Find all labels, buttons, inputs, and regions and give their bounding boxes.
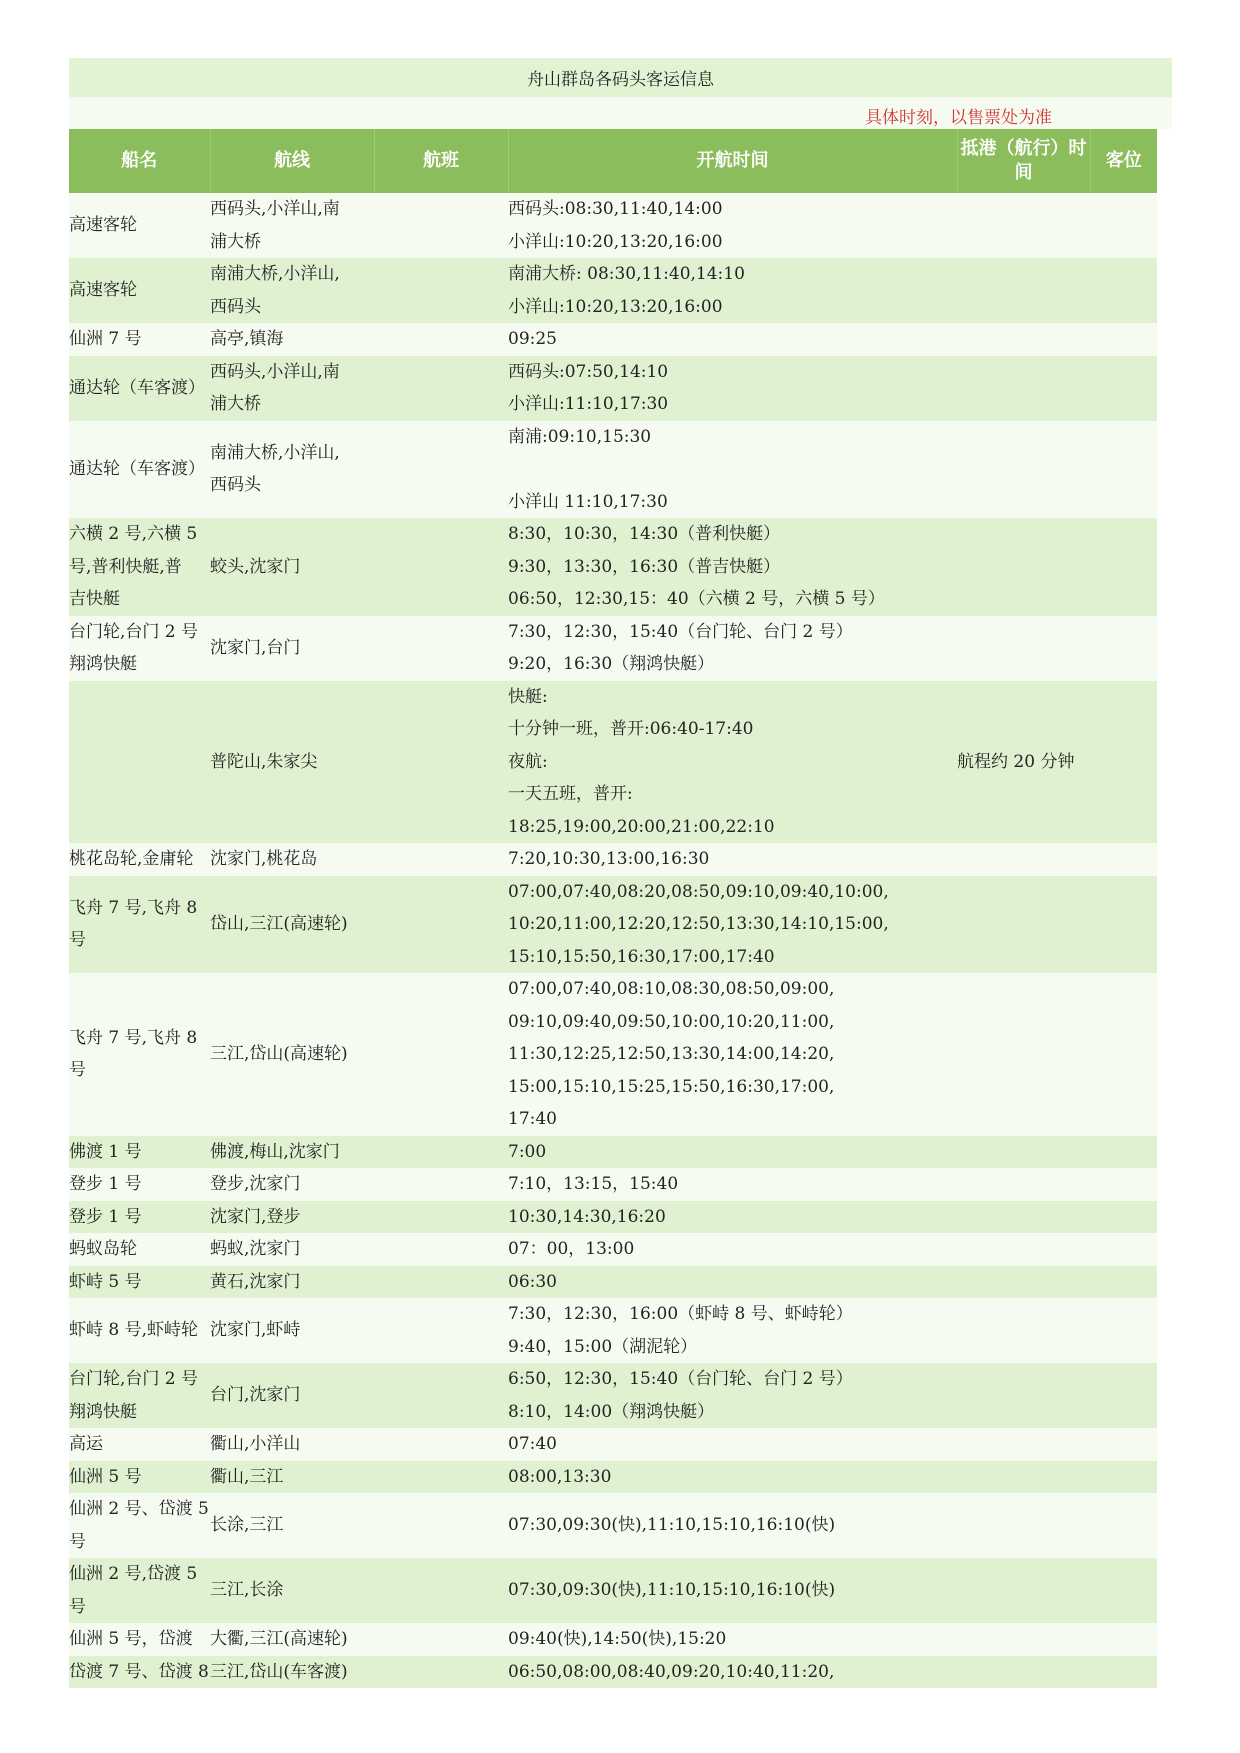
departure-time-line: 09:40(快),14:50(快),15:20	[508, 1629, 727, 1649]
route-line: 台门,沈家门	[210, 1385, 301, 1406]
cell-arrival	[957, 1266, 1090, 1299]
cell-arrival	[957, 876, 1090, 974]
departure-time-line: 15:00,15:10,15:25,15:50,16:30,17:00,	[508, 1076, 835, 1097]
cell-departure-times	[508, 616, 957, 681]
table-header-row	[69, 129, 1157, 193]
cell-route	[210, 421, 374, 519]
schedule-table	[69, 129, 1157, 1688]
cell-seats	[1090, 1428, 1157, 1461]
cell-seats	[1090, 1136, 1157, 1169]
route-line: 三江,长涂	[210, 1580, 284, 1601]
route-line: 南浦大桥,小洋山,	[210, 264, 340, 284]
cell-departure-times	[508, 1558, 957, 1623]
ship-name-line: 号,普利快艇,普	[69, 556, 182, 577]
departure-time-line: 7:30，12:30，16:00（虾峙 8 号、虾峙轮）	[508, 1304, 853, 1324]
cell-seats	[1090, 1493, 1157, 1558]
route-line: 大衢,三江(高速轮)	[210, 1629, 348, 1649]
route-line: 三江,岱山(高速轮)	[210, 1044, 348, 1064]
cell-arrival	[957, 1428, 1090, 1461]
departure-time-line: 07:00,07:40,08:20,08:50,09:10,09:40,10:00,	[508, 881, 889, 902]
cell-arrival	[957, 1298, 1090, 1363]
header-flight: 航班	[374, 129, 508, 193]
departure-time-line: 06:50,08:00,08:40,09:20,10:40,11:20,	[508, 1661, 835, 1682]
route-line: 西码头,小洋山,南	[210, 361, 340, 382]
cell-flight	[374, 973, 508, 1136]
cell-flight	[374, 1558, 508, 1623]
cell-ship-name	[69, 1363, 210, 1428]
cell-departure-times	[508, 1266, 957, 1299]
cell-departure-times	[508, 1623, 957, 1656]
departure-time-line: 09:10,09:40,09:50,10:00,10:20,11:00,	[508, 1011, 835, 1032]
cell-ship-name	[69, 1298, 210, 1363]
cell-seats	[1090, 1623, 1157, 1656]
table-row	[69, 1656, 1157, 1689]
cell-departure-times	[508, 421, 957, 519]
header-route: 航线	[210, 129, 374, 193]
route-line: 岱山,三江(高速轮)	[210, 914, 348, 934]
cell-route	[210, 1168, 374, 1201]
ship-name-line: 六横 2 号,六横 5	[69, 524, 198, 544]
departure-time-line: 8:30，10:30，14:30（普利快艇）	[508, 524, 781, 544]
departure-time-line: 小洋山:10:20,13:20,16:00	[508, 296, 723, 317]
departure-time-line: 07:30,09:30(快),11:10,15:10,16:10(快)	[508, 1515, 836, 1536]
table-row	[69, 1201, 1157, 1234]
cell-arrival	[957, 356, 1090, 421]
note-bar	[69, 97, 1172, 129]
header-seats: 客位	[1090, 129, 1157, 193]
cell-seats	[1090, 616, 1157, 681]
table-row	[69, 1136, 1157, 1169]
cell-flight	[374, 1298, 508, 1363]
table-row	[69, 973, 1157, 1136]
cell-seats	[1090, 421, 1157, 519]
cell-departure-times	[508, 193, 957, 258]
cell-arrival	[957, 1363, 1090, 1428]
cell-departure-times	[508, 1428, 957, 1461]
cell-flight	[374, 1266, 508, 1299]
ship-name-line: 仙洲 2 号、岱渡 5	[69, 1499, 209, 1519]
route-line: 浦大桥	[210, 231, 261, 252]
header-arrival-time: 抵港（航行）时间	[957, 129, 1090, 193]
cell-route	[210, 681, 374, 844]
notice-text: 具体时刻，以售票处为准	[865, 108, 1052, 128]
cell-route	[210, 843, 374, 876]
route-line: 普陀山,朱家尖	[210, 751, 318, 772]
departure-time-line: 小洋山 11:10,17:30	[508, 491, 668, 512]
departure-time-line: 07：00，13:00	[508, 1239, 635, 1259]
ship-name-line: 虾峙 8 号,虾峙轮	[69, 1320, 199, 1341]
cell-ship-name	[69, 1493, 210, 1558]
cell-arrival	[957, 323, 1090, 356]
route-line: 三江,岱山(车客渡)	[210, 1661, 348, 1682]
departure-time-line: 09:25	[508, 329, 557, 349]
ship-name-line: 翔鸿快艇	[69, 1401, 137, 1422]
cell-flight	[374, 1428, 508, 1461]
table-row	[69, 518, 1157, 616]
cell-departure-times	[508, 876, 957, 974]
cell-flight	[374, 1493, 508, 1558]
ship-name-line: 号	[69, 1060, 86, 1081]
route-line: 蚂蚁,沈家门	[210, 1239, 301, 1259]
cell-ship-name	[69, 356, 210, 421]
cell-ship-name	[69, 258, 210, 323]
cell-seats	[1090, 1233, 1157, 1266]
cell-arrival	[957, 1461, 1090, 1494]
cell-seats	[1090, 1168, 1157, 1201]
route-line: 沈家门,桃花岛	[210, 849, 318, 869]
cell-arrival	[957, 843, 1090, 876]
route-line: 衢山,小洋山	[210, 1434, 301, 1454]
cell-route	[210, 1623, 374, 1656]
route-line: 长涂,三江	[210, 1515, 284, 1536]
cell-flight	[374, 843, 508, 876]
departure-time-line: 8:10，14:00（翔鸿快艇）	[508, 1401, 715, 1422]
route-line: 沈家门,登步	[210, 1206, 301, 1227]
departure-time-line: 7:10，13:15，15:40	[508, 1174, 679, 1194]
ship-name-line: 仙洲 2 号,岱渡 5	[69, 1564, 198, 1584]
cell-route	[210, 616, 374, 681]
ship-name-line: 高速客轮	[69, 215, 137, 236]
cell-departure-times	[508, 1168, 957, 1201]
route-line: 黄石,沈家门	[210, 1271, 301, 1292]
cell-ship-name	[69, 1136, 210, 1169]
departure-time-line: 7:30，12:30，15:40（台门轮、台门 2 号）	[508, 621, 853, 642]
ship-name-line: 通达轮（车客渡）	[69, 459, 205, 479]
departure-time-line: 7:20,10:30,13:00,16:30	[508, 849, 710, 869]
departure-time-line: 06:50，12:30,15：40（六横 2 号，六横 5 号）	[508, 589, 885, 609]
cell-route	[210, 1298, 374, 1363]
departure-time-line: 11:30,12:25,12:50,13:30,14:00,14:20,	[508, 1044, 835, 1064]
table-row	[69, 1623, 1157, 1656]
cell-ship-name	[69, 1266, 210, 1299]
cell-route	[210, 1136, 374, 1169]
ship-name-line: 高速客轮	[69, 280, 137, 301]
cell-seats	[1090, 843, 1157, 876]
route-line: 浦大桥	[210, 394, 261, 414]
ship-name-line: 蚂蚁岛轮	[69, 1239, 137, 1259]
cell-route	[210, 1363, 374, 1428]
cell-seats	[1090, 876, 1157, 974]
cell-flight	[374, 1136, 508, 1169]
cell-flight	[374, 193, 508, 258]
ship-name-line: 桃花岛轮,金庸轮	[69, 849, 194, 869]
cell-flight	[374, 1461, 508, 1494]
cell-arrival	[957, 1558, 1090, 1623]
cell-flight	[374, 616, 508, 681]
route-line: 沈家门,台门	[210, 637, 301, 658]
cell-flight	[374, 421, 508, 519]
cell-departure-times	[508, 1656, 957, 1689]
departure-time-line: 15:10,15:50,16:30,17:00,17:40	[508, 946, 775, 967]
cell-route	[210, 973, 374, 1136]
header-departure-time: 开航时间	[508, 129, 957, 193]
table-row	[69, 1461, 1157, 1494]
ship-name-line: 仙洲 7 号	[69, 329, 142, 349]
table-row	[69, 843, 1157, 876]
departure-time-line: 快艇:	[508, 686, 548, 707]
ship-name-line: 吉快艇	[69, 589, 120, 609]
cell-departure-times	[508, 681, 957, 844]
departure-time-line: 南浦大桥: 08:30,11:40,14:10	[508, 264, 745, 284]
table-row	[69, 356, 1157, 421]
cell-route	[210, 258, 374, 323]
departure-time-line: 10:30,14:30,16:20	[508, 1206, 666, 1227]
table-row	[69, 1558, 1157, 1623]
cell-seats	[1090, 356, 1157, 421]
route-line: 高亭,镇海	[210, 329, 284, 349]
ship-name-line: 仙洲 5 号	[69, 1466, 142, 1487]
ship-name-line: 号	[69, 930, 86, 951]
document-title: 舟山群岛各码头客运信息	[527, 70, 714, 90]
cell-flight	[374, 1656, 508, 1689]
ship-name-line: 虾峙 5 号	[69, 1271, 142, 1292]
cell-route	[210, 1656, 374, 1689]
schedule-document	[69, 58, 1172, 1688]
cell-departure-times	[508, 1136, 957, 1169]
route-line: 西码头,小洋山,南	[210, 199, 340, 219]
cell-seats	[1090, 518, 1157, 616]
cell-route	[210, 356, 374, 421]
ship-name-line: 岱渡 7 号、岱渡 8	[69, 1661, 209, 1682]
cell-flight	[374, 1233, 508, 1266]
cell-seats	[1090, 1656, 1157, 1689]
cell-flight	[374, 1363, 508, 1428]
table-row	[69, 1298, 1157, 1363]
cell-ship-name	[69, 323, 210, 356]
cell-arrival	[957, 1168, 1090, 1201]
ship-name-line: 台门轮,台门 2 号	[69, 1369, 199, 1389]
ship-name-line: 飞舟 7 号,飞舟 8	[69, 1027, 198, 1048]
departure-time-line: 6:50，12:30，15:40（台门轮、台门 2 号）	[508, 1369, 853, 1389]
cell-arrival	[957, 1136, 1090, 1169]
cell-ship-name	[69, 518, 210, 616]
departure-time-line: 9:40，15:00（湖泥轮）	[508, 1336, 698, 1357]
cell-seats	[1090, 1298, 1157, 1363]
cell-seats	[1090, 258, 1157, 323]
route-line: 沈家门,虾峙	[210, 1320, 301, 1341]
departure-time-line: 一天五班，普开:	[508, 784, 633, 804]
ship-name-line: 飞舟 7 号,飞舟 8	[69, 897, 198, 918]
cell-departure-times	[508, 258, 957, 323]
route-line: 西码头	[210, 296, 261, 317]
cell-route	[210, 193, 374, 258]
ship-name-line: 登步 1 号	[69, 1174, 142, 1194]
cell-arrival	[957, 518, 1090, 616]
cell-flight	[374, 1201, 508, 1234]
cell-arrival	[957, 1233, 1090, 1266]
cell-arrival	[957, 421, 1090, 519]
departure-time-line: 07:40	[508, 1434, 557, 1454]
departure-time-line: 10:20,11:00,12:20,12:50,13:30,14:10,15:00,	[508, 914, 889, 934]
ship-name-line: 号	[69, 1596, 86, 1617]
cell-ship-name	[69, 1558, 210, 1623]
departure-time-line: 9:30，13:30，16:30（普吉快艇）	[508, 556, 781, 577]
route-line: 佛渡,梅山,沈家门	[210, 1141, 340, 1162]
route-line: 南浦大桥,小洋山,	[210, 442, 340, 463]
cell-departure-times	[508, 518, 957, 616]
table-row	[69, 1428, 1157, 1461]
cell-route	[210, 1233, 374, 1266]
cell-arrival	[957, 1656, 1090, 1689]
cell-route	[210, 1558, 374, 1623]
cell-seats	[1090, 681, 1157, 844]
table-row	[69, 193, 1157, 258]
departure-time-line: 夜航:	[508, 751, 548, 772]
cell-departure-times	[508, 1233, 957, 1266]
cell-flight	[374, 1168, 508, 1201]
cell-ship-name	[69, 1656, 210, 1689]
cell-departure-times	[508, 973, 957, 1136]
cell-route	[210, 518, 374, 616]
cell-arrival	[957, 1493, 1090, 1558]
departure-time-line: 小洋山:10:20,13:20,16:00	[508, 231, 723, 252]
cell-seats	[1090, 1558, 1157, 1623]
ship-name-line: 号	[69, 1531, 86, 1552]
route-line: 蛟头,沈家门	[210, 556, 301, 577]
document-title-bar	[69, 58, 1172, 97]
departure-time-line: 西码头:07:50,14:10	[508, 361, 669, 382]
cell-route	[210, 1493, 374, 1558]
departure-time-line	[508, 453, 957, 486]
cell-route	[210, 323, 374, 356]
table-row	[69, 1363, 1157, 1428]
cell-arrival	[957, 258, 1090, 323]
departure-time-line: 06:30	[508, 1271, 557, 1292]
departure-time-line: 17:40	[508, 1109, 557, 1129]
cell-flight	[374, 258, 508, 323]
cell-seats	[1090, 973, 1157, 1136]
table-row	[69, 1168, 1157, 1201]
cell-arrival	[957, 1201, 1090, 1234]
departure-time-line: 小洋山:11:10,17:30	[508, 394, 669, 414]
cell-route	[210, 1428, 374, 1461]
route-line: 衢山,三江	[210, 1466, 284, 1487]
table-row	[69, 421, 1157, 519]
cell-seats	[1090, 323, 1157, 356]
cell-departure-times	[508, 1461, 957, 1494]
cell-flight	[374, 681, 508, 844]
departure-time-line: 西码头:08:30,11:40,14:00	[508, 199, 723, 219]
departure-time-line: 9:20，16:30（翔鸿快艇）	[508, 654, 715, 674]
cell-departure-times	[508, 356, 957, 421]
departure-time-line: 18:25,19:00,20:00,21:00,22:10	[508, 816, 775, 837]
cell-ship-name	[69, 973, 210, 1136]
ship-name-line: 通达轮（车客渡）	[69, 377, 205, 398]
cell-departure-times	[508, 323, 957, 356]
cell-seats	[1090, 1201, 1157, 1234]
cell-ship-name	[69, 1461, 210, 1494]
cell-ship-name	[69, 1168, 210, 1201]
cell-arrival	[957, 616, 1090, 681]
cell-arrival	[957, 193, 1090, 258]
header-ship-name: 船名	[69, 129, 210, 193]
route-line: 西码头	[210, 475, 261, 496]
cell-departure-times	[508, 843, 957, 876]
cell-flight	[374, 356, 508, 421]
departure-time-line: 十分钟一班，普开:06:40-17:40	[508, 719, 754, 739]
ship-name-line: 台门轮,台门 2 号	[69, 621, 199, 642]
table-row	[69, 876, 1157, 974]
cell-flight	[374, 876, 508, 974]
cell-arrival	[957, 1623, 1090, 1656]
table-row	[69, 1233, 1157, 1266]
table-row	[69, 681, 1157, 844]
cell-flight	[374, 323, 508, 356]
departure-time-line: 07:30,09:30(快),11:10,15:10,16:10(快)	[508, 1580, 836, 1601]
departure-time-line: 08:00,13:30	[508, 1466, 612, 1487]
cell-flight	[374, 518, 508, 616]
cell-ship-name	[69, 193, 210, 258]
cell-route	[210, 1461, 374, 1494]
ship-name-line: 仙洲 5 号，岱渡	[69, 1629, 193, 1649]
cell-ship-name	[69, 1428, 210, 1461]
table-row	[69, 1266, 1157, 1299]
cell-route	[210, 876, 374, 974]
table-row	[69, 1493, 1157, 1558]
departure-time-line: 7:00	[508, 1141, 547, 1162]
cell-departure-times	[508, 1298, 957, 1363]
table-row	[69, 258, 1157, 323]
ship-name-line: 登步 1 号	[69, 1206, 142, 1227]
arrival-text: 航程约 20 分钟	[957, 751, 1075, 772]
cell-ship-name	[69, 1233, 210, 1266]
cell-ship-name	[69, 1201, 210, 1234]
cell-arrival	[957, 681, 1090, 844]
departure-time-line: 南浦:09:10,15:30	[508, 426, 652, 447]
cell-ship-name	[69, 876, 210, 974]
cell-seats	[1090, 193, 1157, 258]
cell-ship-name	[69, 843, 210, 876]
cell-ship-name	[69, 421, 210, 519]
cell-ship-name	[69, 1623, 210, 1656]
cell-ship-name	[69, 616, 210, 681]
cell-arrival	[957, 973, 1090, 1136]
cell-route	[210, 1201, 374, 1234]
ship-name-line: 翔鸿快艇	[69, 654, 137, 674]
ship-name-line: 佛渡 1 号	[69, 1141, 142, 1162]
cell-departure-times	[508, 1201, 957, 1234]
cell-route	[210, 1266, 374, 1299]
cell-seats	[1090, 1266, 1157, 1299]
route-line: 登步,沈家门	[210, 1174, 301, 1194]
cell-flight	[374, 1623, 508, 1656]
cell-ship-name	[69, 681, 210, 844]
cell-departure-times	[508, 1493, 957, 1558]
cell-departure-times	[508, 1363, 957, 1428]
cell-seats	[1090, 1461, 1157, 1494]
cell-seats	[1090, 1363, 1157, 1428]
table-row	[69, 323, 1157, 356]
ship-name-line: 高运	[69, 1434, 103, 1454]
table-row	[69, 616, 1157, 681]
ship-name-line	[69, 746, 210, 779]
departure-time-line: 07:00,07:40,08:10,08:30,08:50,09:00,	[508, 979, 835, 999]
table-body	[69, 193, 1157, 1688]
